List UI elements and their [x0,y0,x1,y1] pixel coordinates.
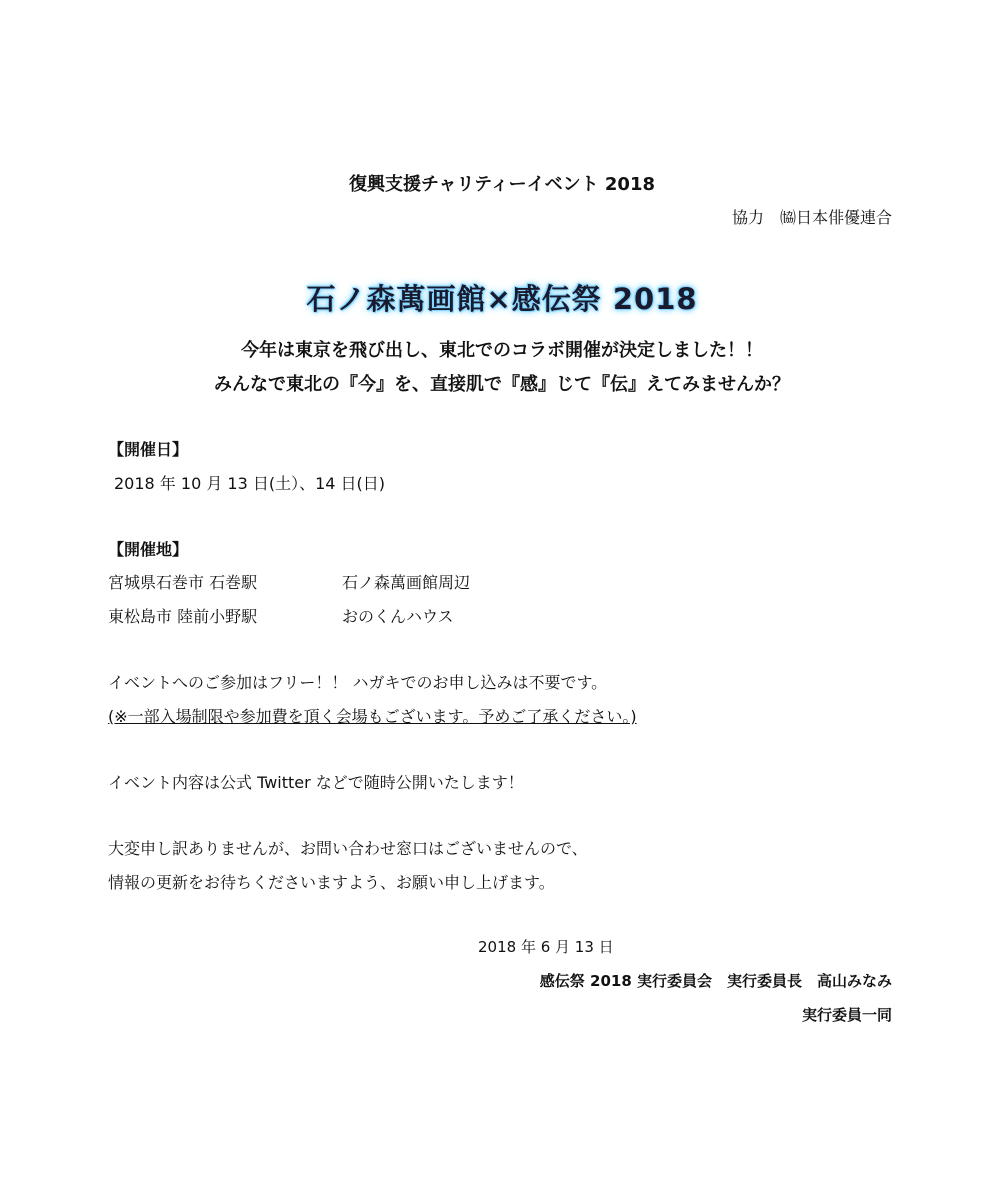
restriction-note: (※一部入場制限や参加費を頂く会場もございます。予めご了承ください。) [108,707,637,726]
festival-title: 石ノ森萬画館×感伝祭 2018 [306,282,698,316]
cooperation-credit: 協力 ㈿日本俳優連合 [731,208,892,227]
venue-row [108,573,471,592]
signature-organization: 感伝祭 2018 実行委員会 実行委員長 高山みなみ [539,972,892,990]
free-participation-note: イベントへのご参加はフリー！！ ハガキでのお申し込みは不要です。 [108,673,608,692]
apology-line-2: 情報の更新をお待ちくださいますよう、お願い申し上げます。 [108,873,555,892]
event-dates: 2018 年 10 月 13 日(土）、14 日(日) [114,474,386,493]
venue-location: 宮城県石巻市 石巻駅 [108,573,258,592]
venue-place: 石ノ森萬画館周辺 [342,573,471,592]
twitter-announcement-note: イベント内容は公式 Twitter などで随時公開いたします！ [108,773,524,792]
venue-place: おのくんハウス [342,607,454,626]
intro-line-1: 今年は東京を飛び出し、東北でのコラボ開催が決定しました！！ [241,340,763,361]
signature-members: 実行委員一同 [801,1006,892,1024]
event-name-heading: 復興支援チャリティーイベント 2018 [348,174,656,195]
venue-location: 東松島市 陸前小野駅 [108,607,258,626]
intro-line-2: みんなで東北の『今』を、直接肌で『感』じて『伝』えてみませんか？ [214,374,790,395]
apology-line-1: 大変申し訳ありませんが、お問い合わせ窓口はございませんので、 [108,839,588,858]
date-section-heading: 【開催日】 [108,440,189,459]
signature-date: 2018 年 6 月 13 日 [478,938,614,956]
venue-section-heading: 【開催地】 [108,540,189,559]
venue-row [108,607,454,626]
